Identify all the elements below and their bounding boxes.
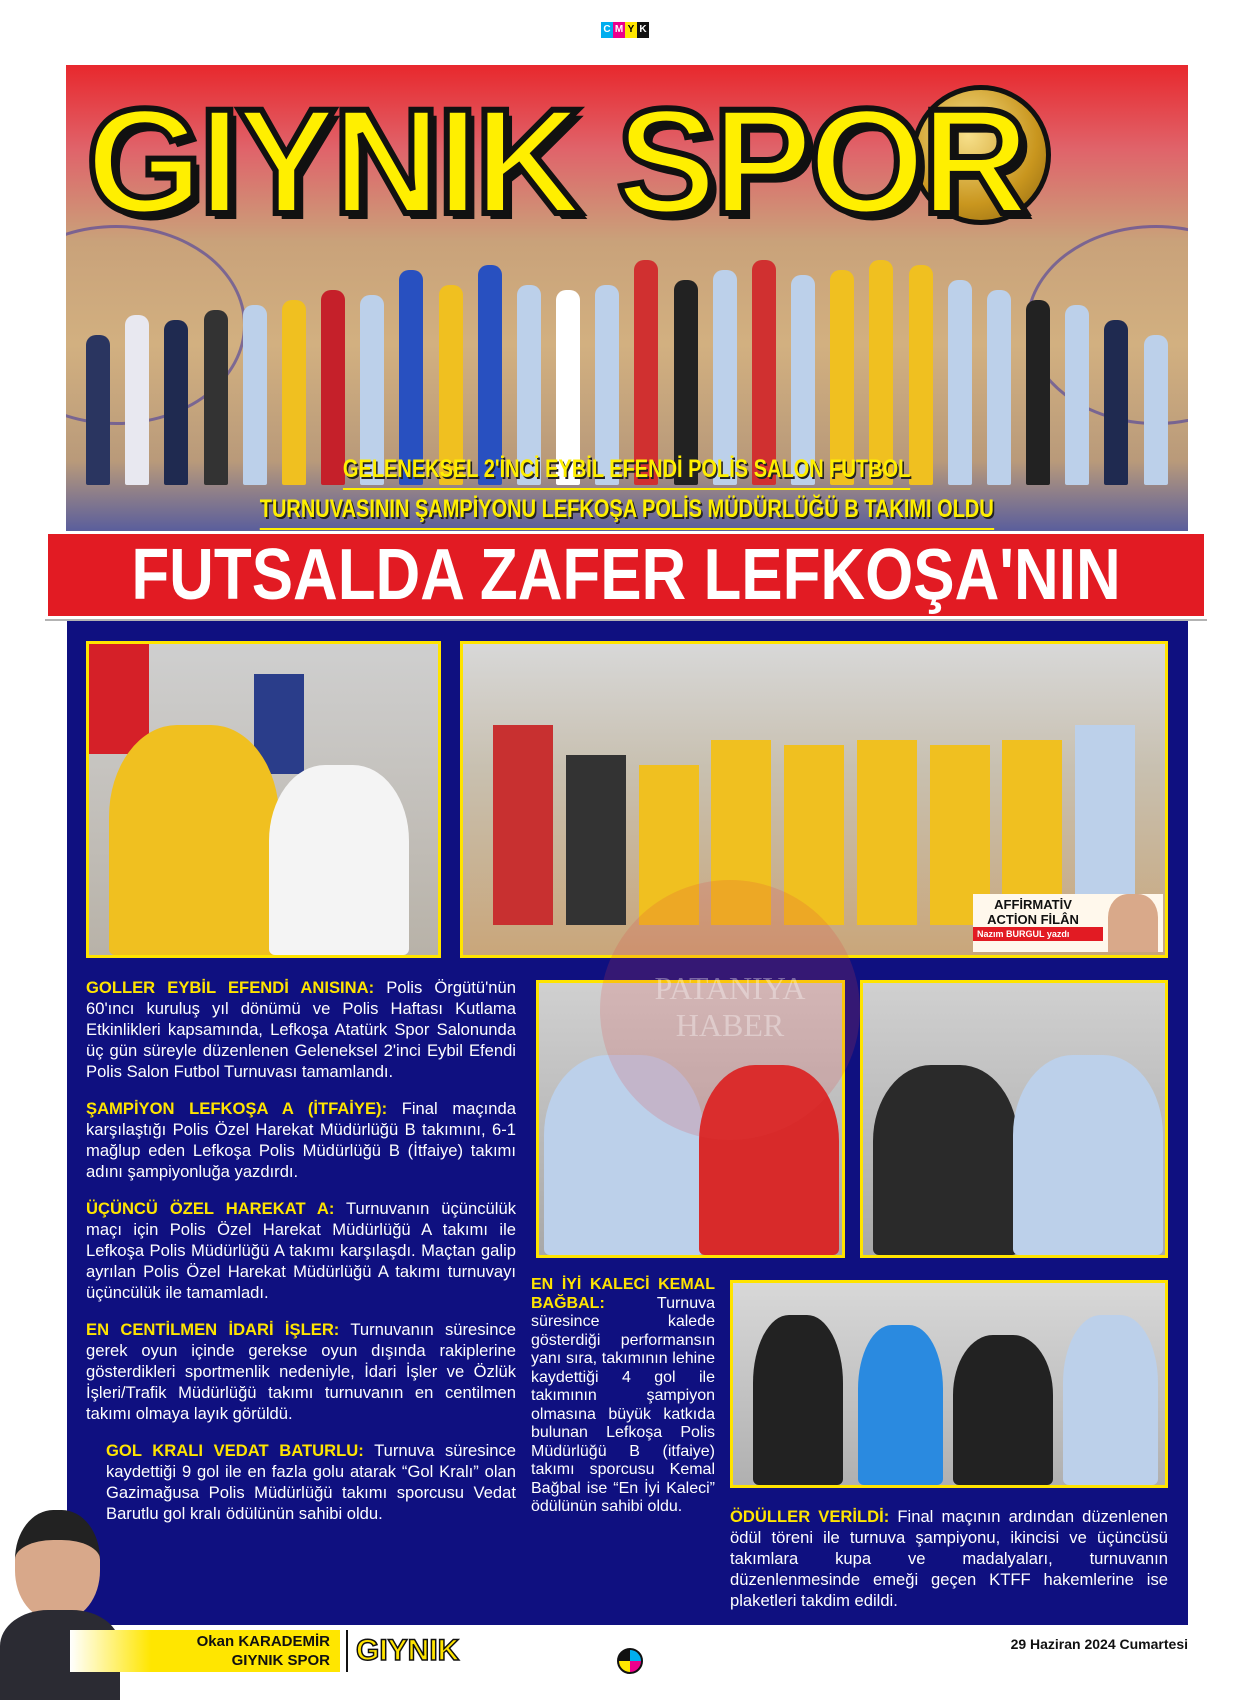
award-photo-2 <box>860 980 1168 1258</box>
section-name: GIYNIK SPOR <box>231 1652 330 1669</box>
champion-team-photo <box>460 641 1168 958</box>
article-gol-krali: GOL KRALI VEDAT BATURLU: Turnuva süresince kaydettiği 9 gol ile en fazla golu atarak “Gol Kralı” olan Gazimağusa Polis Müdürlüğü takımı sporcusu Vedat Barutlu gol kralı ödülünün sahibi oldu. <box>106 1441 517 1523</box>
hero-team-photo <box>66 65 1188 531</box>
columnist-avatar <box>1108 894 1158 952</box>
headline-bar <box>45 531 1207 619</box>
article-body <box>67 621 1188 1625</box>
team-group <box>86 235 1168 485</box>
cmyk-y: Y <box>625 22 637 38</box>
headline: FUTSALDA ZAFER LEFKOŞA'NIN <box>131 535 1121 615</box>
article-goller: GOLLER EYBİL EFENDİ ANISINA: Polis Örgütü'nün 60'ıncı kuruluş yıl dönümü ve Polis Haftası Kutlama Etkinlikleri kapsamında, Lefkoşa Atatürk Spor Salonunda üç gün süreyle düzenlenen Geleneksel 2'inci Eybil Efendi Polis Salon Futbol Turnuvası tamamlandı. <box>86 978 516 1081</box>
subheadline <box>66 450 1188 530</box>
pataniya-watermark: PATANIYA HABER <box>600 880 860 1140</box>
subheadline-line-2: TURNUVASININ ŞAMPİYONU LEFKOŞA POLİS MÜDÜRLÜĞÜ B TAKIMI OLDU <box>260 490 994 530</box>
column-title-2: ACTİON FİLÂN <box>987 912 1079 927</box>
subheadline-line-1: GELENEKSEL 2'İNCİ EYBİL EFENDİ POLİS SALON FUTBOL <box>343 450 910 490</box>
giynik-spor-logo: GIYNIK SPOR <box>86 77 1026 245</box>
article-ucuncu: ÜÇÜNCÜ ÖZEL HAREKAT A: Turnuvanın üçüncülük maçı için Polis Özel Harekat Müdürlüğü A takımı ile Lefkoşa Polis Müdürlüğü A takımı karşılaşdı. Maçtan galip ayrılan Polis Özel Harekat Müdürlüğü A takımı turnuvayı üçüncülük ile tamamladı. <box>86 1199 516 1302</box>
team-group <box>493 705 1135 925</box>
author-name: Okan KARADEMİR <box>196 1633 330 1650</box>
award-photo-1 <box>536 980 845 1258</box>
column-title-1: AFFİRMATİV <box>994 897 1072 912</box>
column-byline: Nazım BURGUL yazdı <box>973 927 1103 941</box>
left-column <box>86 977 516 1540</box>
right-column <box>730 1506 1168 1627</box>
trophy-presentation-photo <box>86 641 441 958</box>
middle-column <box>531 1276 715 1533</box>
article-sampiyon: ŞAMPİYON LEFKOŞA A (İTFAİYE): Final maçında karşılaştığı Polis Özel Harekat Müdürlüğü B takımını, 6-1 mağlup eden Lefkoşa Polis Müdürlüğü B (İtfaiye) takımı adını şampiyonluğa yazdırdı. <box>86 1099 516 1181</box>
cmyk-mark <box>601 22 649 38</box>
award-photo-3 <box>730 1280 1168 1488</box>
column-promo[interactable] <box>973 894 1163 952</box>
registration-mark-icon <box>617 1648 643 1674</box>
cmyk-k: K <box>637 22 649 38</box>
article-oduller: ÖDÜLLER VERİLDİ: Final maçının ardından düzenlenen ödül töreni ile turnuva şampiyonu, ikincisi ve üçüncüsü takımlara kupa ve madalyaları, turnuvanın düzenlenmesinde emeği geçen KTFF hakemlerine ise plaketleri takdim edildi. <box>730 1507 1168 1610</box>
article-kaleci: EN İYİ KALECİ KEMAL BAĞBAL: Turnuva süresince kalede gösterdiği performansın yanı sıra, takımının lehine kaydettiği 4 gol ile takımının şampiyon olmasına büyük katkıda bulunan Lefkoşa Polis Müdürlüğü B (itfaiye) takımı sporcusu Kemal Bağbal ise “En İyi Kaleci” ödülünün sahibi oldu. <box>531 1276 715 1515</box>
cmyk-m: M <box>613 22 625 38</box>
author-box <box>70 1630 340 1672</box>
giynik-footer-logo: GIYNIK <box>346 1630 459 1672</box>
article-centilmen: EN CENTİLMEN İDARİ İŞLER: Turnuvanın süresince gerek oyun içinde gerekse oyun dışında rakiplerine gösterdikleri sportmenlik nedeniyle, İdari İşler ve Özlük İşleri/Trafik Müdürlüğü takımı turnuvanın en centilmen takımı olmaya layık görüldü. <box>86 1320 516 1423</box>
cmyk-c: C <box>601 22 613 38</box>
issue-date: 29 Haziran 2024 Cumartesi <box>1010 1636 1188 1652</box>
